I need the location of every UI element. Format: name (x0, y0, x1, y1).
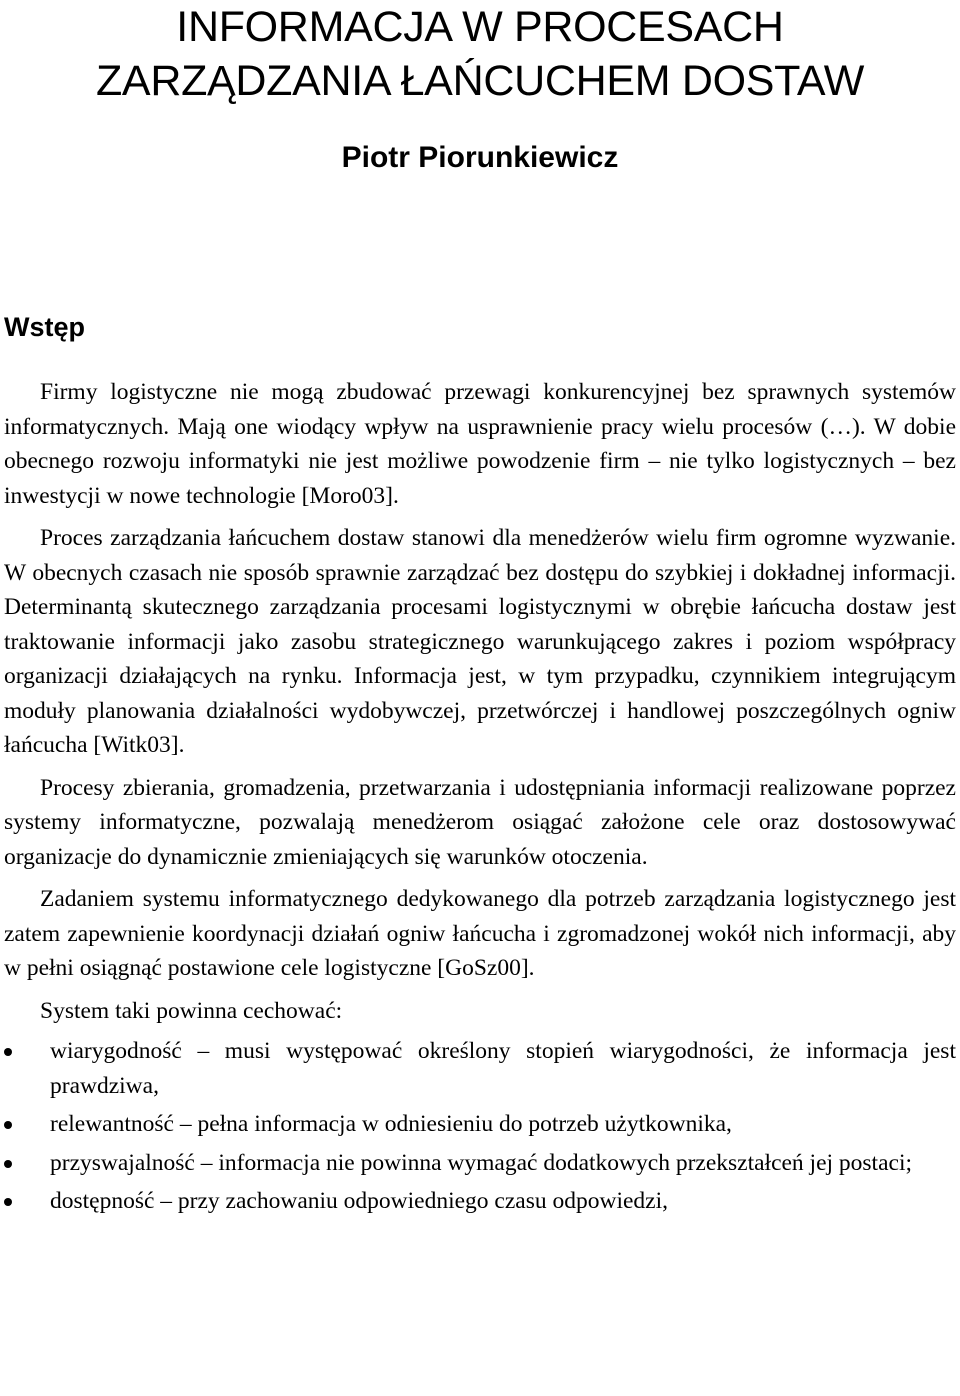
list-item-text: przyswajalność – informacja nie powinna wymagać dodatkowych przekształceń jej postaci; (50, 1149, 913, 1176)
bullet-list (4, 1034, 956, 1219)
title-line-1: INFORMACJA W PROCESACH (176, 3, 784, 51)
list-item (4, 1034, 956, 1103)
paragraph: Firmy logistyczne nie mogą zbudować przewagi konkurencyjnej bez sprawnych systemów informatycznych. Mają one wiodący wpływ na usprawnienie pracy wielu procesów (…). W dobie obecnego rozwoju informatyki nie jest możliwe powodzenie firm – nie tylko logistycznych – bez inwestycji w nowe technologie [Moro03]. (4, 379, 956, 509)
author-name: Piotr Piorunkiewicz (341, 141, 619, 174)
list-item (4, 1184, 956, 1219)
list-item-text: relewantność – pełna informacja w odniesieniu do potrzeb użytkownika, (50, 1111, 732, 1137)
document-body (4, 375, 956, 1223)
list-intro: System taki powinna cechować: (40, 997, 343, 1024)
bullet-icon (4, 1198, 12, 1206)
list-item-text: dostępność – przy zachowaniu odpowiedniego czasu odpowiedzi, (50, 1188, 668, 1214)
paragraph: Procesy zbierania, gromadzenia, przetwarzania i udostępniania informacji realizowane poprzez systemy informatyczne, pozwalają menedżerom osiągać założone cele oraz dostosowywać organizacje do dynamicznie zmieniających się warunków otoczenia. (4, 774, 956, 870)
paragraph: Proces zarządzania łańcuchem dostaw stanowi dla menedżerów wielu firm ogromne wyzwanie. W obecnych czasach nie sposób sprawnie zarządzać bez dostępu do szybkiej i dokładnej informacji. Determinantą skutecznego zarządzania procesami logistycznymi w obrębie łańcucha dostaw jest traktowanie informacji jako zasobu strategicznego warunkującego zakres i poziom współpracy organizacji działających na rynku. Informacja jest, w tym przypadku, czynnikiem integrującym moduły planowania działalności wydobywczej, przetwórczej i handlowej poszczególnych ogniw łańcucha [Witk03]. (4, 525, 956, 758)
document-title (0, 0, 960, 108)
bullet-icon (4, 1160, 12, 1168)
list-item (4, 1107, 956, 1142)
bullet-icon (4, 1121, 12, 1129)
bullet-icon (4, 1048, 12, 1056)
title-line-2: ZARZĄDZANIA ŁAŃCUCHEM DOSTAW (95, 57, 865, 105)
list-item-text: wiarygodność – musi występować określony stopień wiarygodności, że informacja jest prawdziwa, (50, 1038, 956, 1099)
section-heading: Wstęp (4, 312, 85, 342)
paragraph: Zadaniem systemu informatycznego dedykowanego dla potrzeb zarządzania logistycznego jest zatem zapewnienie koordynacji działań ogniw łańcucha i zgromadzonej wokół nich informacji, aby w pełni osiągnąć postawione cele logistyczne [GoSz00]. (4, 886, 956, 981)
list-item (4, 1146, 956, 1181)
